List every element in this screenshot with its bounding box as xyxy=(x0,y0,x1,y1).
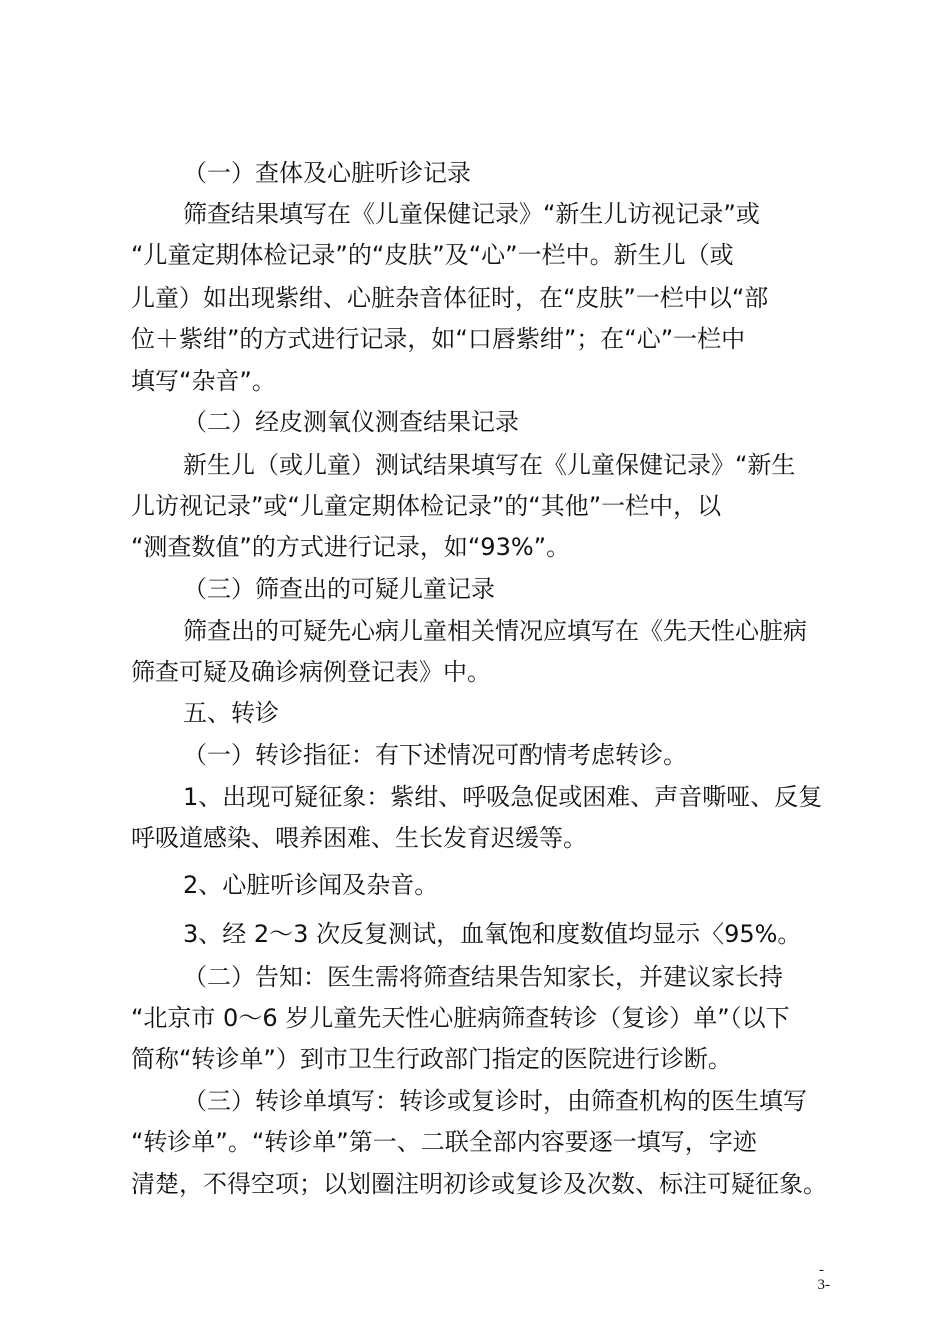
paragraph-line: 填写“杂音”。 xyxy=(131,367,276,395)
paragraph-line: 筛查出的可疑先心病儿童相关情况应填写在《先天性心脏病 xyxy=(183,617,807,645)
list-item: 1、出现可疑征象：紫绀、呼吸急促或困难、声音嘶哑、反复 xyxy=(183,783,823,811)
paragraph-line: “北京市 0～6 岁儿童先天性心脏病筛查转诊（复诊）单”（以下 xyxy=(131,1004,790,1032)
paragraph-line: 筛查结果填写在《儿童保健记录》“新生儿访视记录”或 xyxy=(183,200,760,228)
subsection-heading-notification: （二）告知：医生需将筛查结果告知家长，并建议家长持 xyxy=(183,963,783,991)
section-heading-oximeter-record: （二）经皮测氧仪测查结果记录 xyxy=(183,408,519,436)
paragraph-line: 呼吸道感染、喂养困难、生长发育迟缓等。 xyxy=(131,824,587,852)
page-number: 3- xyxy=(817,1277,830,1293)
page-number-dash: - xyxy=(819,1262,824,1278)
paragraph-line: “转诊单”。“转诊单”第一、二联全部内容要逐一填写，字迹 xyxy=(131,1128,757,1156)
list-item: 3、经 2～3 次反复测试，血氧饱和度数值均显示〈95%。 xyxy=(183,920,802,948)
paragraph-line: 筛查可疑及确诊病例登记表》中。 xyxy=(131,658,491,686)
paragraph-line: 儿访视记录”或“儿童定期体检记录”的“其他”一栏中，以 xyxy=(131,492,722,520)
section-heading-suspected-record: （三）筛查出的可疑儿童记录 xyxy=(183,575,495,603)
paragraph-line: “测查数值”的方式进行记录，如“93%”。 xyxy=(131,533,571,561)
paragraph-line: 位＋紫绀”的方式进行记录，如“口唇紫绀”；在“心”一栏中 xyxy=(131,325,746,353)
subsection-heading-referral-indications: （一）转诊指征：有下述情况可酌情考虑转诊。 xyxy=(183,741,687,769)
paragraph-line: 清楚，不得空项；以划圈注明初诊或复诊及次数、标注可疑征象。 xyxy=(131,1170,827,1198)
paragraph-line: 简称“转诊单”）到市卫生行政部门指定的医院进行诊断。 xyxy=(131,1045,732,1073)
paragraph-line: “儿童定期体检记录”的“皮肤”及“心”一栏中。新生儿（或 xyxy=(131,241,734,269)
section-heading-referral: 五、转诊 xyxy=(183,699,279,727)
paragraph-line: 儿童）如出现紫绀、心脏杂音体征时，在“皮肤”一栏中以“部 xyxy=(131,284,769,312)
list-item: 2、心脏听诊闻及杂音。 xyxy=(183,871,439,899)
subsection-heading-referral-form: （三）转诊单填写：转诊或复诊时，由筛查机构的医生填写 xyxy=(183,1087,807,1115)
section-heading-checkup-record: （一）查体及心脏听诊记录 xyxy=(183,159,471,187)
paragraph-line: 新生儿（或儿童）测试结果填写在《儿童保健记录》“新生 xyxy=(183,451,796,479)
